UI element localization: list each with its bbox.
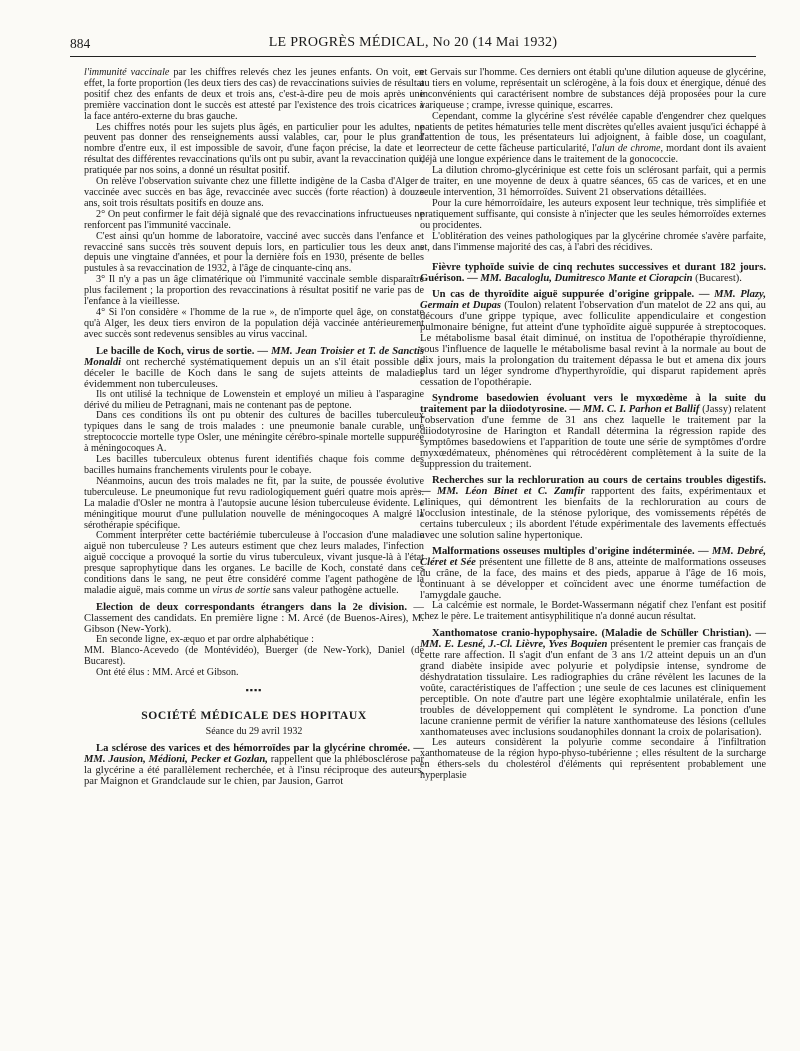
authors: MM. Jausion, Médioni, Pecker et Gozlan,	[84, 754, 268, 766]
paragraph: Néanmoins, aucun des trois malades ne fit, par la suite, de poussée évolutive tuberculeuse. Le pneumonique fut revu radiologiquement guéri quatre mois après. La maladie d'Osler ne montra à l'autopsie aucune lésion tuberculeuse évidente. Le méningitique mourut d'une pullulation nouvelle de méningocoques A malgré la sérothérapie spécifique.	[84, 475, 424, 531]
paragraph-text: rappellent que la phlébosclérose par la glycérine a été parallèlement recherchée, et à l'insu réciproque des auteurs, par Maignon et Grandclaude sur le chien, par Jausion, Garrot	[84, 754, 424, 788]
paragraph-text: Cependant, comme la glycérine s'est révélée capable d'engendrer chez quelques patients de petites hématuries telle ment discrètes qu'elles avaient jusqu'ici échappé à l'attention de tous, les présentateurs lui adjoignent, à faible dose, un coagulant, correcteur de cette fâcheuse particularité, l'	[420, 110, 766, 155]
paragraph-text: (Bucarest).	[692, 273, 742, 285]
running-title: LE PROGRÈS MÉDICAL, No 20 (14 Mai 1932)	[268, 35, 558, 50]
heading-text: Recherches sur la rechloruration au cours de certains troubles digestifs. —	[420, 475, 766, 498]
heading-text: Un cas de thyroïdite aiguë suppurée d'origine grippale. —	[432, 289, 715, 301]
right-column	[420, 68, 766, 782]
italic-term: virus de sortie	[212, 584, 271, 596]
heading-text: La sclérose des varices et des hémorroïdes par la glycérine chromée. —	[96, 743, 424, 755]
paragraph	[420, 112, 766, 167]
authors: MM. Bacaloglu, Dumitresco Mante et Ciorapcin	[480, 273, 693, 285]
page-number: 884	[70, 36, 91, 51]
paragraph-text: rapportent des faits, expérimentaux et cliniques, qui démontrent les bienfaits de la rechloruration au cours de l'occlusion intestinale, de la sténose pylorique, des vomissements répétés de certains tuberculeux ; ils abordent l'étude expérimentale des lavements effectués avec une solution saline hypertonique.	[420, 486, 766, 542]
paragraph	[84, 531, 424, 596]
article-heading	[84, 346, 424, 390]
article-heading	[420, 262, 766, 284]
paragraph: Les bacilles tuberculeux obtenus furent identifiés chaque fois comme des bacilles humains franchements virulents pour le cobaye.	[84, 454, 424, 476]
session-date: Séance du 29 avril 1932	[205, 726, 303, 738]
paragraph: Les chiffres notés pour les sujets plus âgés, en particulier pour les adultes, ne peuvent pas donner des renseignements aussi valables, car, pour le plus grand nombre d'entre eux, il est impossible de savoir, d'une façon précise, la date et le résultat des différentes revaccinations qu'ils ont pu subir, avant la revaccination qui, pratiquée par nos soins, a donné un résultat positif.	[84, 121, 424, 177]
paragraph: La calcémie est normale, le Bordet-Wassermann négatif chez l'enfant est positif chez le père. Le traitement antisyphilitique n'a donné aucun résultat.	[420, 600, 766, 623]
paragraph: En seconde ligne, ex-æquo et par ordre alphabétique :	[96, 633, 314, 645]
paragraph: Ils ont utilisé la technique de Lowenstein et employé un milieu à l'asparagine dérivé du milieu de Petragnani, mais ne contenant pas de peptone.	[84, 388, 424, 411]
paragraph: 4° Si l'on considère « l'homme de la rue », de n'importe quel âge, on constate qu'à Alger, les deux tiers environ de la population déjà vaccinée antérieurement avec succès sont redevenus sensibles au virus vaccinal.	[84, 306, 424, 340]
paragraph-text: présentent le premier cas français de cette rare affection. Il s'agit d'un enfant de 3 ans 1/2 atteint depuis un an d'un grand diabète insipide avec polyurie et polydipsie intense, syndrome de déshydratation tissulaire. Les radiographies du crâne révèlent les lacunes de la voûte, caractéristiques de l'affection ; une seule de ces lacunes est cliniquement perceptible. On note d'autre part une légère exophtalmie unilatérale, enfin les troubles de développement qui complètent le syndrome. La ponction d'une lacune cranienne permit de vérifier la nature xanthomateuse des lésions (cellules xanthomateuses avec inclusions soudanophiles donnant la croix de polarisation).	[420, 639, 766, 739]
article-heading	[420, 628, 766, 738]
authors: MM. Jean Troisier et T. de Sanctis Monaldi	[84, 345, 425, 368]
article-heading	[84, 743, 424, 787]
paragraph: L'oblitération des veines pathologiques par la glycérine chromée s'avère parfaite, et, dans l'immense majorité des cas, à l'abri des récidives.	[420, 230, 766, 253]
heading-text: Election de deux correspondants étrangers dans la 2e division.	[96, 601, 407, 613]
paragraph-text: (Jassy) relatent l'observation d'une femme de 31 ans chez laquelle le traitement par la diiodotyrosine de Harington et Randall détermina la régression rapide des symptômes basedowiens et l'apparition de toute une série de symptômes d'ordre myxœdémateux, phénomènes qui rétrocédèrent complètement à la suite de la suppression du traitement.	[420, 404, 766, 471]
article-heading	[420, 475, 766, 541]
paragraph: 3° Il n'y a pas un âge climatérique où l'immunité vaccinale semble disparaître plus facilement ; la proportion des revaccinations à résultat positif ne varie pas de l'enfance à la vieillesse.	[84, 274, 424, 308]
paragraph-text: (Toulon) relatent l'observation d'un matelot de 22 ans qui, au décours d'une grippe typique, avec folliculite appendiculaire et congestion pulmonaire bénigne, fut atteint d'une typhoïdite aiguë suppurée à streptocoques. Le métabolisme basal était diminué, on institua de l'opothérapie thyroïdienne, sous l'influence de laquelle le métabolisme basal revint à la normale au bout de dix jours, mais la prolongation du traitement dépassa le but et amena dix jours plus tard un léger syndrome d'hyperthyroïdie, qui disparut rapidement après cessation de l'opothérapie.	[420, 300, 766, 389]
authors: MM. C. I. Parhon et Ballif	[582, 404, 700, 416]
page-header	[70, 34, 756, 57]
italic-term: l'immunité vaccinale	[84, 67, 170, 78]
authors: MM. E. Lesné, J.-Cl. Lièvre, Yves Boquien	[420, 639, 608, 651]
paragraph: et Gervais sur l'homme. Ces derniers ont établi qu'une dilution aqueuse de glycérine, au tiers en volume, représentait un sclérogène, à la fois doux et énergique, dénué des inconvénients qui caractérisent nombre de substances déjà proposées pour la cure variqueuse ; crampe, ivresse quinique, escarres.	[420, 67, 766, 111]
paragraph: 2° On peut confirmer le fait déjà signalé que des revaccinations infructueuses ne renforcent pas l'immunité vaccinale.	[84, 208, 424, 231]
paragraph: Les auteurs considèrent la polyurie comme secondaire à l'infiltration xanthomateuse de la région hypo-physo-tubérienne ; elles résultent de la surcharge en éthers-sels du cholestérol d'éléments qui représentent probablement une hyperplasie	[420, 737, 766, 781]
heading-text: Syndrome basedowien évoluant vers le myxœdème à la suite du traitement par la diiodotyrosine. —	[420, 393, 766, 416]
article-heading	[84, 602, 424, 635]
authors: MM. Plazy, Germain et Dupas	[420, 289, 766, 312]
paragraph: C'est ainsi qu'un homme de laboratoire, vacciné avec succès dans l'enfance et revacciné sans succès très souvent depuis lors, en particulier tous les deux ans depuis une vingtaine d'années, et pour la dernière fois en 1930, présente de belles pustules à sa revaccination de 1932, à l'âge de cinquante-cinq ans.	[84, 230, 424, 275]
article-heading	[420, 289, 766, 388]
heading-text: Malformations osseuses multiples d'origine indéterminée. —	[432, 546, 713, 558]
section-ornament: ▪▪▪▪	[245, 684, 263, 695]
paragraph-text: sans valeur pathogène actuelle.	[270, 584, 399, 596]
paragraph-text: ont recherché systématiquement depuis un an s'il était possible de déceler le bacille de Koch dans le sang de sujets atteints de maladies évidemment non tuberculeuses.	[84, 356, 424, 390]
heading-text: Le bacille de Koch, virus de sortie. —	[96, 345, 272, 357]
authors: MM. Léon Binet et C. Zamfir	[437, 486, 585, 498]
paragraph-text: Comment interpréter cette bactériémie tuberculeuse à l'occasion d'une maladie aiguë non tuberculeuse ? Les auteurs estiment que chez leurs malades, l'infection aiguë coccique a provoqué la sortie du virus tuberculeux, vivant jusque-là à l'état presque saprophytique dans les organes. Le bacille de Koch, constaté dans ces conditions dans le sang, ne peut être considéré comme l'agent pathogène de la maladie aiguë, mais comme un	[84, 530, 424, 596]
italic-term: alun de chrome,	[596, 143, 664, 155]
paragraph-text: — Classement des candidats. En première ligne : M. Arcé (de Buenos-Aires), M. Gibson (New-York).	[84, 601, 424, 635]
paragraph: On relève l'observation suivante chez une fillette indigène de la Casba d'Alger : vaccinée avec succès en bas âge, revaccinée avec succès (forte réaction) à douze ans, soit trois résultats positifs en douze ans.	[84, 176, 424, 209]
paragraph: Pour la cure hémorroïdaire, les auteurs exposent leur technique, très simplifiée et pratiquement suffisante, qui consiste à n'injecter que les seules hémorroïdes externes ou procidentes.	[420, 197, 766, 231]
article-heading	[420, 546, 766, 601]
paragraph: La dilution chromo-glycérinique est cette fois un sclérosant parfait, qui a permis de traiter, en une moyenne de deux à quatre séances, 65 cas de varices, et en une seule intervention, 31 hémorroïdes. Suivent 21 observations détaillées.	[420, 165, 766, 198]
paragraph: MM. Blanco-Acevedo (de Montévidéo), Buerger (de New-York), Daniel (de Bucarest).	[84, 644, 424, 667]
paragraph: Dans ces conditions ils ont pu obtenir des cultures de bacilles tuberculeux typiques dans le sang de trois malades : une pneumonie banale curable, une streptococcie mortelle type Osler, une méningite cérébro-spinale mortelle suppurée à méningocoques A.	[84, 410, 424, 455]
article-heading	[420, 393, 766, 470]
left-column	[84, 68, 424, 787]
authors: MM. Debré, Cléret et Sée	[420, 546, 766, 569]
paragraph-text: par les chiffres relevés chez les jeunes enfants. On voit, en effet, la forte proportion (les deux tiers des cas) de revaccinations suivies de résultat positif chez des enfants de deux et trois ans, c'est-à-dire peu de mois après une première vaccination dont le succès est attesté par l'existence des trois cicatrices à la face antéro-externe du bras gauche.	[84, 67, 425, 122]
paragraph-text: présentent une fillette de 8 ans, atteinte de malformations osseuses du crâne, de la face, des mains et des pieds, apparue à l'âge de 16 mois, continuant à se développer et coïncident avec une énorme tuméfaction de l'amygdale gauche.	[420, 557, 766, 602]
paragraph-text: mordant dont ils avaient déjà une longue expérience dans le traitement de la gonococcie.	[420, 143, 767, 166]
heading-text: Xanthomatose cranio-hypophysaire. (Maladie de Schüller Christian). —	[432, 628, 766, 640]
paragraph: Ont été élus : MM. Arcé et Gibson.	[96, 666, 239, 678]
heading-text: Fièvre typhoïde suivie de cinq rechutes successives et durant 182 jours. Guérison. —	[420, 262, 766, 285]
society-heading: SOCIÉTÉ MÉDICALE DES HOPITAUX	[141, 709, 367, 723]
paragraph	[84, 68, 424, 123]
